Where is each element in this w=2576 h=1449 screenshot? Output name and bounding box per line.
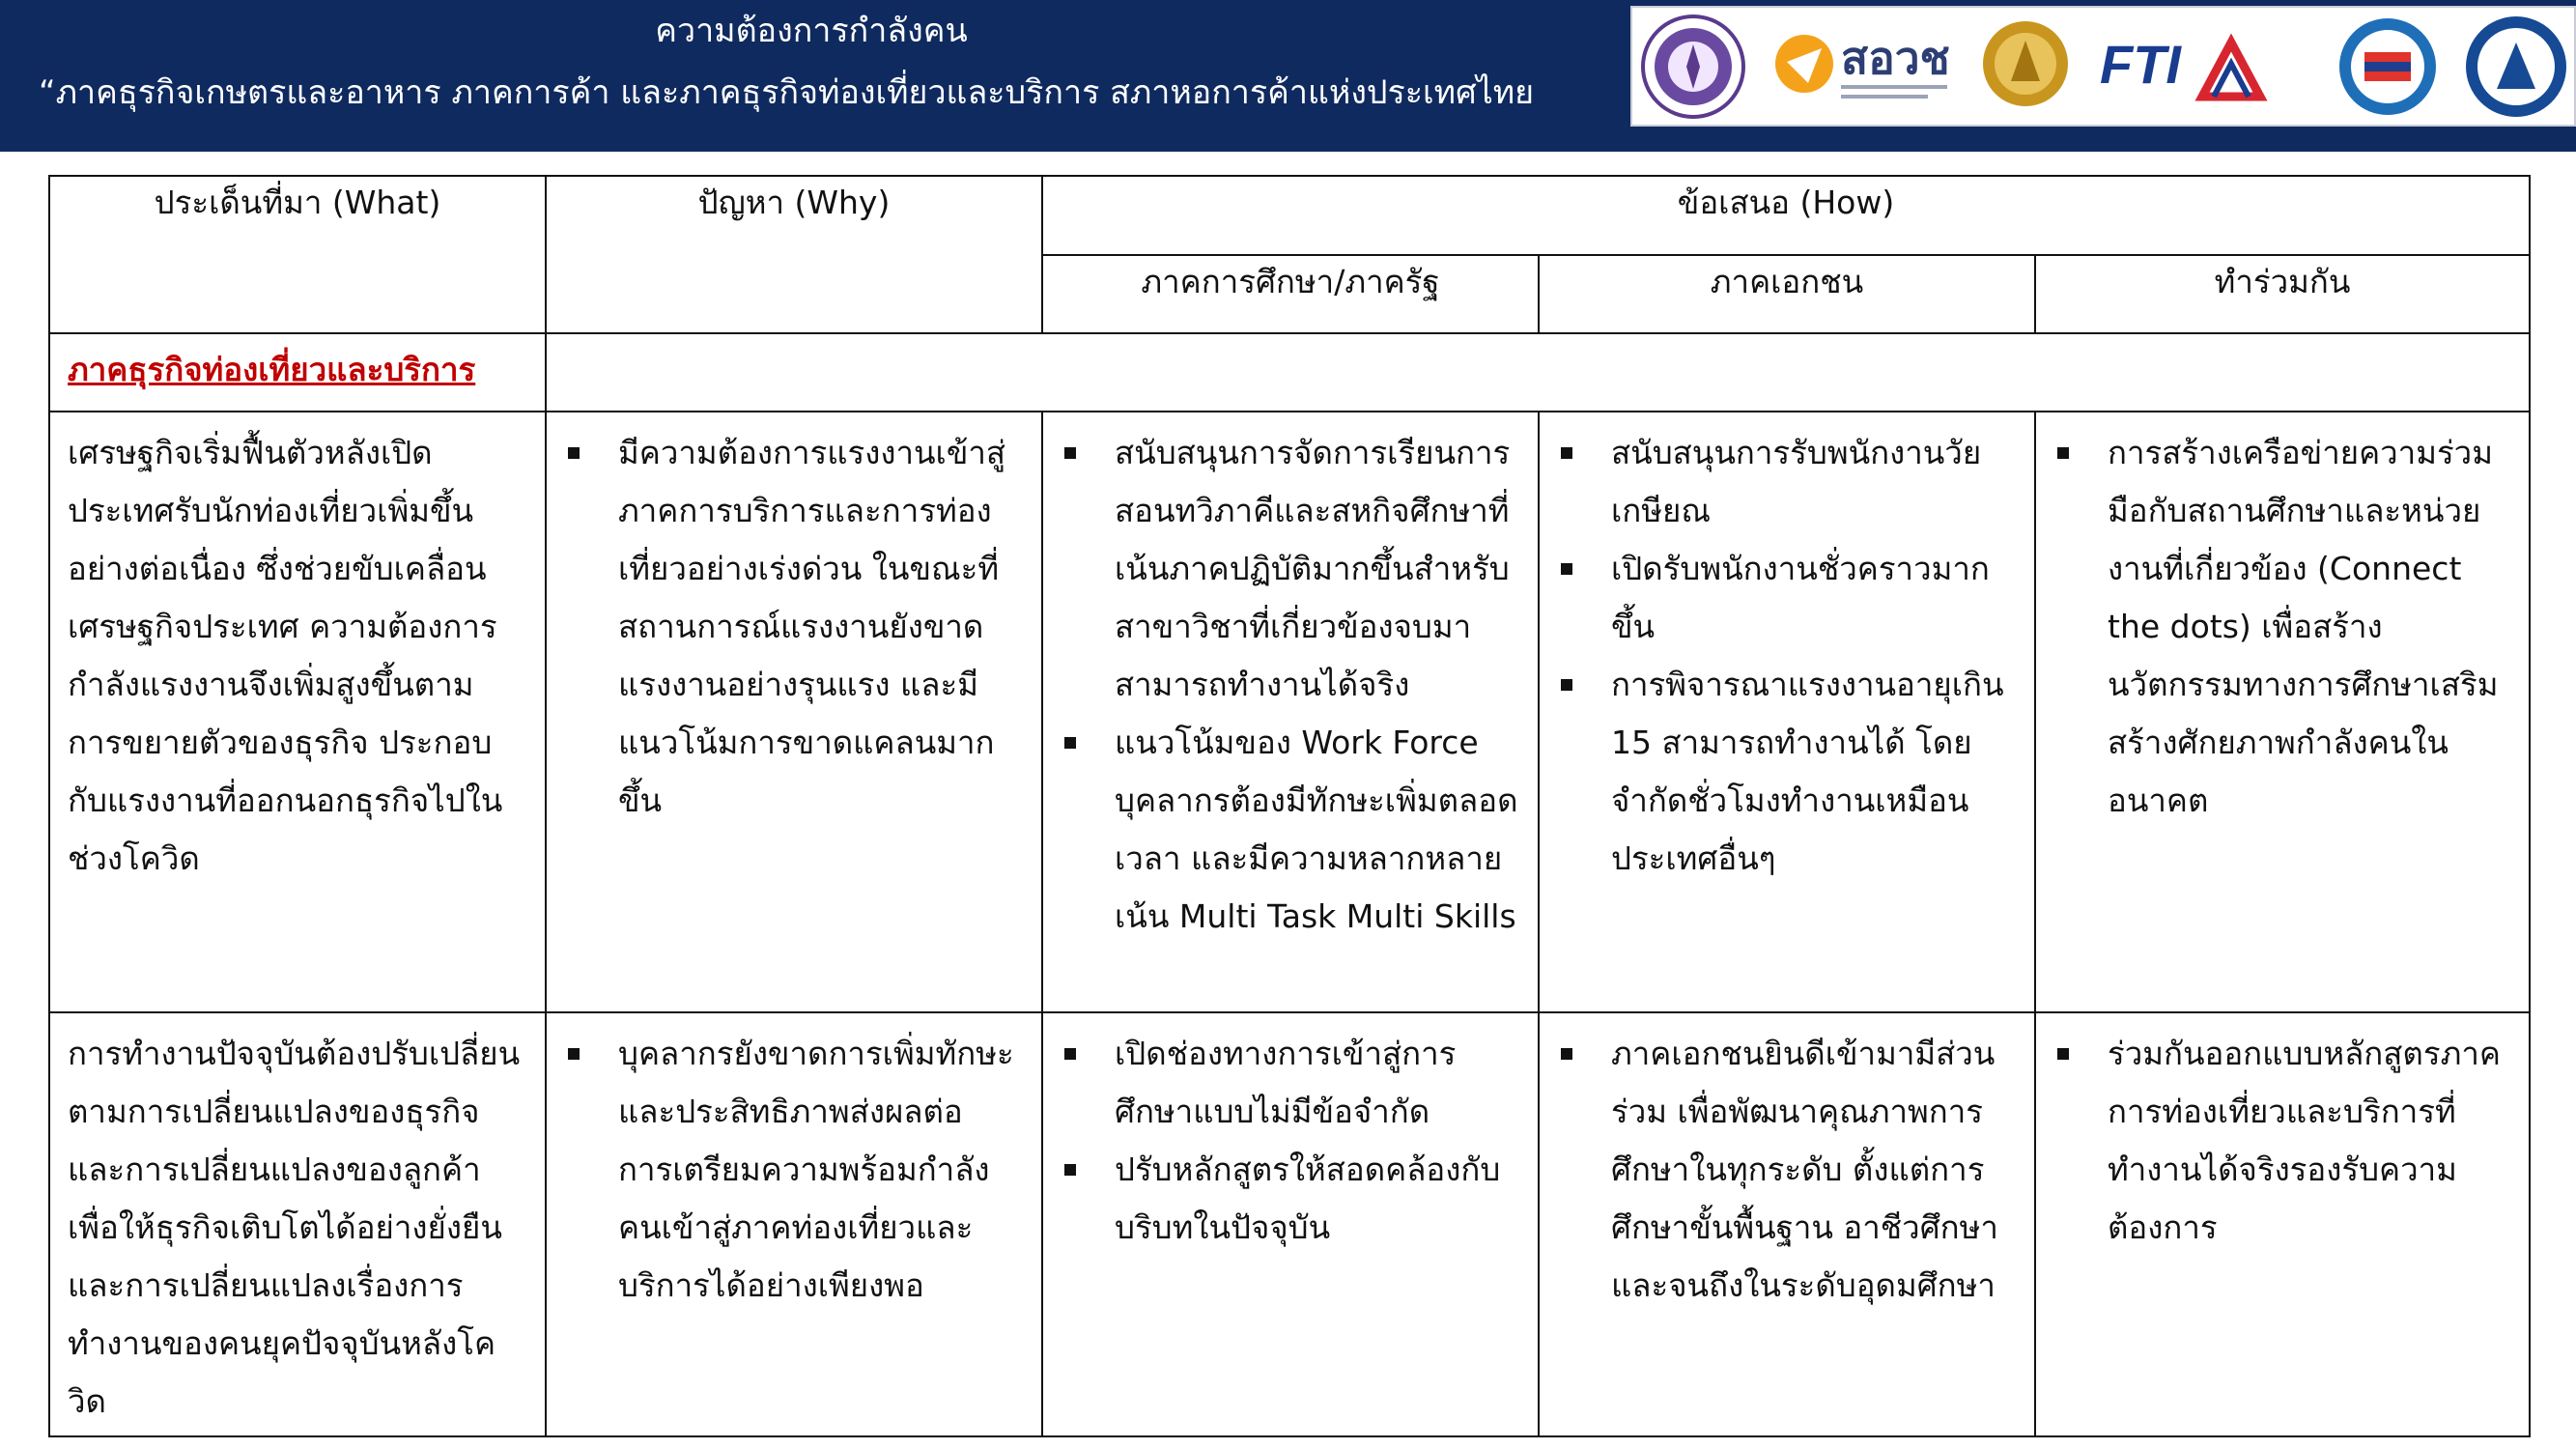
list-item: สนับสนุนการจัดการเรียนการสอนทวิภาคีและสหกิจศึกษาที่เน้นภาคปฏิบัติมากขึ้นสำหรับสาขาวิชาที่เกี่ยวข้องจบมาสามารถทำงานได้จริง: [1061, 424, 1520, 714]
header-why: ปัญหา (Why): [546, 176, 1042, 333]
header-how-gov: ภาคการศึกษา/ภาครัฐ: [1042, 255, 1539, 333]
section-label: ภาคธุรกิจท่องเที่ยวและบริการ: [68, 351, 476, 388]
header-what: ประเด็นที่มา (What): [49, 176, 546, 333]
list-item: เปิดช่องทางการเข้าสู่การศึกษาแบบไม่มีข้อจำกัด: [1061, 1025, 1520, 1141]
row1-private: [1539, 412, 2035, 1012]
chamber-seal-icon: [2330, 14, 2446, 120]
row2-private: [1539, 1012, 2035, 1436]
header-how: ข้อเสนอ (How): [1042, 176, 2530, 255]
list-item: มีความต้องการแรงงานเข้าสู่ภาคการบริการและการท่องเที่ยวอย่างเร่งด่วน ในขณะที่สถานการณ์แรงงานยังขาดแรงงานอย่างรุนแรง และมีแนวโน้มการขาดแคลนมากขึ้น: [564, 424, 1024, 830]
row1-gov: [1042, 412, 1539, 1012]
row1-what: เศรษฐกิจเริ่มฟื้นตัวหลังเปิดประเทศรับนักท่องเที่ยวเพิ่มขึ้นอย่างต่อเนื่อง ซึ่งช่วยขับเคลื่อนเศรษฐกิจประเทศ ความต้องการกำลังแรงงานจึงเพิ่มสูงขึ้นตามการขยายตัวของธุรกิจ ประกอบกับแรงงานที่ออกนอกธุรกิจไปในช่วงโควิด: [49, 412, 546, 1012]
row1-why: [546, 412, 1042, 1012]
list-item: การสร้างเครือข่ายความร่วมมือกับสถานศึกษาและหน่วยงานที่เกี่ยวข้อง (Connect the dots) เพื่อสร้างนวัตกรรมทางการศึกษาเสริมสร้างศักยภาพกำลังคนในอนาคต: [2053, 424, 2511, 830]
fti-logo-icon: [2094, 19, 2268, 116]
svg-text:FTI: FTI: [2100, 34, 2181, 95]
section-label-cell: [49, 333, 546, 412]
header-how-private: ภาคเอกชน: [1539, 255, 2035, 333]
row2-why: [546, 1012, 1042, 1436]
logo-strip: [1630, 6, 2576, 127]
list-item: ภาคเอกชนยินดีเข้ามามีส่วนร่วม เพื่อพัฒนาคุณภาพการศึกษาในทุกระดับ ตั้งแต่การศึกษาขั้นพื้นฐาน อาชีวศึกษา และจนถึงในระดับอุดมศึกษา: [1557, 1025, 2017, 1315]
blue-seal-icon: [2463, 14, 2569, 120]
list-item: การพิจารณาแรงงานอายุเกิน 15 สามารถทำงานได้ โดยจำกัดชั่วโมงทำงานเหมือนประเทศอื่นๆ: [1557, 656, 2017, 888]
row2-gov: [1042, 1012, 1539, 1436]
table-row: [49, 412, 2530, 1012]
svg-text:สอวช: สอวช: [1841, 32, 1950, 84]
page-title: ความต้องการกำลังคน: [655, 12, 968, 50]
list-item: บุคลากรยังขาดการเพิ่มทักษะและประสิทธิภาพส่งผลต่อการเตรียมความพร้อมกำลังคนเข้าสู่ภาคท่องเที่ยวและบริการได้อย่างเพียงพอ: [564, 1025, 1024, 1315]
row1-joint: [2035, 412, 2530, 1012]
section-blank: [546, 333, 2530, 412]
list-item: แนวโน้มของ Work Force บุคลากรต้องมีทักษะเพิ่มตลอดเวลา และมีความหลากหลายเน้น Multi Task Multi Skills: [1061, 714, 1520, 946]
proposal-table: [48, 175, 2531, 1437]
list-item: ปรับหลักสูตรให้สอดคล้องกับบริบทในปัจจุบัน: [1061, 1141, 1520, 1257]
row2-what: การทำงานปัจจุบันต้องปรับเปลี่ยนตามการเปลี่ยนแปลงของธุรกิจและการเปลี่ยนแปลงของลูกค้าเพื่อให้ธุรกิจเติบโตได้อย่างยั่งยืน และการเปลี่ยนแปลงเรื่องการทำงานของคนยุคปัจจุบันหลังโควิด: [49, 1012, 546, 1436]
ovec-logo-icon: [1766, 14, 1959, 120]
list-item: เปิดรับพนักงานชั่วคราวมากขึ้น: [1557, 540, 2017, 656]
list-item: สนับสนุนการรับพนักงานวัยเกษียณ: [1557, 424, 2017, 540]
row2-joint: [2035, 1012, 2530, 1436]
header-how-joint: ทำร่วมกัน: [2035, 255, 2530, 333]
header-bar: [0, 0, 2576, 152]
page-subtitle: “ภาคธุรกิจเกษตรและอาหาร ภาคการค้า และภาคธุรกิจท่องเที่ยวและบริการ สภาหอการค้าแห่งประเทศไทย: [39, 73, 1535, 112]
table-row: [49, 1012, 2530, 1436]
gold-emblem-icon: [1972, 14, 2079, 120]
university-seal-icon: [1640, 14, 1746, 120]
list-item: ร่วมกันออกแบบหลักสูตรภาคการท่องเที่ยวและบริการที่ทำงานได้จริงรองรับความต้องการ: [2053, 1025, 2511, 1257]
